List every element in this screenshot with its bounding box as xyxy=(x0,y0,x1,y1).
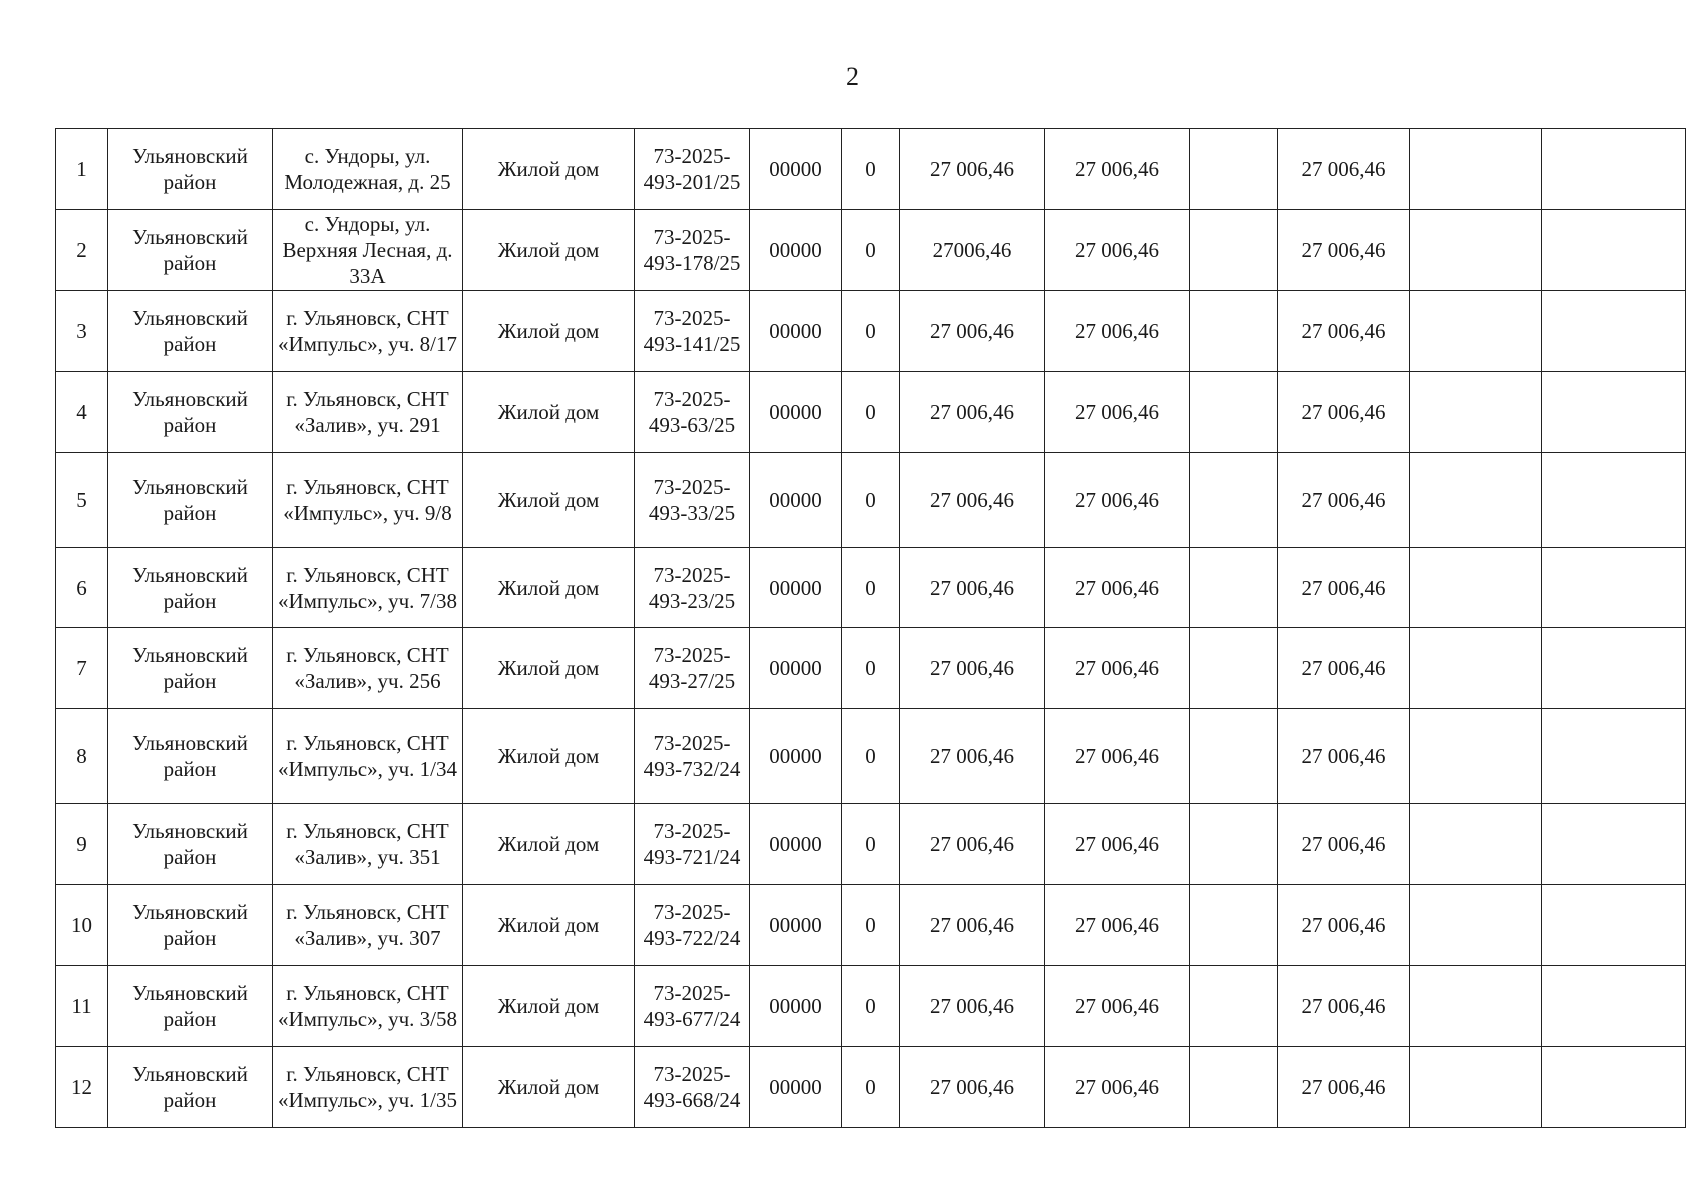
zero-cell: 0 xyxy=(842,209,900,290)
object-type-cell: Жилой дом xyxy=(463,129,635,210)
district-cell: Ульяновский район xyxy=(108,290,273,371)
address-cell: с. Ундоры, ул. Молодежная, д. 25 xyxy=(273,129,463,210)
row-number-cell: 11 xyxy=(56,966,108,1047)
empty-cell xyxy=(1410,885,1542,966)
amount-cell: 27 006,46 xyxy=(900,290,1045,371)
empty-cell xyxy=(1190,547,1278,628)
zero-cell: 0 xyxy=(842,885,900,966)
amount-cell: 27 006,46 xyxy=(1278,290,1410,371)
object-type-cell: Жилой дом xyxy=(463,371,635,452)
registry-number-cell: 73-2025-493-178/25 xyxy=(635,209,750,290)
table-row xyxy=(56,966,1686,1047)
registry-number-cell: 73-2025-493-23/25 xyxy=(635,547,750,628)
district-cell: Ульяновский район xyxy=(108,804,273,885)
empty-cell xyxy=(1542,209,1686,290)
page-number: 2 xyxy=(846,62,859,91)
empty-cell xyxy=(1410,709,1542,804)
amount-cell: 27 006,46 xyxy=(1278,885,1410,966)
object-type-cell: Жилой дом xyxy=(463,885,635,966)
registry-number-cell: 73-2025-493-677/24 xyxy=(635,966,750,1047)
amount-cell: 27 006,46 xyxy=(1278,1047,1410,1128)
district-cell: Ульяновский район xyxy=(108,371,273,452)
address-cell: г. Ульяновск, СНТ «Залив», уч. 307 xyxy=(273,885,463,966)
empty-cell xyxy=(1542,371,1686,452)
table-row xyxy=(56,452,1686,547)
empty-cell xyxy=(1410,628,1542,709)
amount-cell: 27 006,46 xyxy=(1278,371,1410,452)
registry-number-cell: 73-2025-493-27/25 xyxy=(635,628,750,709)
object-type-cell: Жилой дом xyxy=(463,709,635,804)
amount-cell: 27 006,46 xyxy=(1045,547,1190,628)
amount-cell: 27 006,46 xyxy=(1278,966,1410,1047)
amount-cell: 27 006,46 xyxy=(1045,804,1190,885)
row-number-cell: 10 xyxy=(56,885,108,966)
district-cell: Ульяновский район xyxy=(108,547,273,628)
amount-cell: 27 006,46 xyxy=(1278,452,1410,547)
code-cell: 00000 xyxy=(750,885,842,966)
district-cell: Ульяновский район xyxy=(108,966,273,1047)
amount-cell: 27 006,46 xyxy=(1278,628,1410,709)
registry-number-cell: 73-2025-493-732/24 xyxy=(635,709,750,804)
amount-cell: 27 006,46 xyxy=(900,547,1045,628)
empty-cell xyxy=(1190,1047,1278,1128)
empty-cell xyxy=(1190,371,1278,452)
row-number-cell: 9 xyxy=(56,804,108,885)
amount-cell: 27 006,46 xyxy=(1278,209,1410,290)
code-cell: 00000 xyxy=(750,804,842,885)
empty-cell xyxy=(1542,885,1686,966)
row-number-cell: 3 xyxy=(56,290,108,371)
table-row xyxy=(56,709,1686,804)
registry-number-cell: 73-2025-493-141/25 xyxy=(635,290,750,371)
district-cell: Ульяновский район xyxy=(108,628,273,709)
object-type-cell: Жилой дом xyxy=(463,290,635,371)
empty-cell xyxy=(1190,709,1278,804)
amount-cell: 27 006,46 xyxy=(900,885,1045,966)
amount-cell: 27 006,46 xyxy=(1045,1047,1190,1128)
address-cell: г. Ульяновск, СНТ «Залив», уч. 351 xyxy=(273,804,463,885)
zero-cell: 0 xyxy=(842,371,900,452)
code-cell: 00000 xyxy=(750,966,842,1047)
amount-cell: 27 006,46 xyxy=(900,1047,1045,1128)
code-cell: 00000 xyxy=(750,290,842,371)
empty-cell xyxy=(1542,1047,1686,1128)
empty-cell xyxy=(1542,129,1686,210)
empty-cell xyxy=(1190,966,1278,1047)
row-number-cell: 4 xyxy=(56,371,108,452)
address-cell: г. Ульяновск, СНТ «Импульс», уч. 3/58 xyxy=(273,966,463,1047)
table-row xyxy=(56,290,1686,371)
empty-cell xyxy=(1410,452,1542,547)
code-cell: 00000 xyxy=(750,1047,842,1128)
registry-number-cell: 73-2025-493-722/24 xyxy=(635,885,750,966)
amount-cell: 27 006,46 xyxy=(900,371,1045,452)
empty-cell xyxy=(1410,290,1542,371)
registry-number-cell: 73-2025-493-63/25 xyxy=(635,371,750,452)
amount-cell: 27 006,46 xyxy=(1045,129,1190,210)
object-type-cell: Жилой дом xyxy=(463,804,635,885)
empty-cell xyxy=(1410,547,1542,628)
empty-cell xyxy=(1542,966,1686,1047)
amount-cell: 27 006,46 xyxy=(1278,804,1410,885)
empty-cell xyxy=(1190,290,1278,371)
code-cell: 00000 xyxy=(750,371,842,452)
amount-cell: 27 006,46 xyxy=(900,129,1045,210)
table-row xyxy=(56,804,1686,885)
district-cell: Ульяновский район xyxy=(108,709,273,804)
empty-cell xyxy=(1542,628,1686,709)
district-cell: Ульяновский район xyxy=(108,129,273,210)
empty-cell xyxy=(1190,804,1278,885)
table-row xyxy=(56,1047,1686,1128)
amount-cell: 27006,46 xyxy=(900,209,1045,290)
zero-cell: 0 xyxy=(842,966,900,1047)
amount-cell: 27 006,46 xyxy=(1045,709,1190,804)
registry-number-cell: 73-2025-493-721/24 xyxy=(635,804,750,885)
amount-cell: 27 006,46 xyxy=(1045,290,1190,371)
amount-cell: 27 006,46 xyxy=(900,452,1045,547)
code-cell: 00000 xyxy=(750,452,842,547)
empty-cell xyxy=(1542,547,1686,628)
empty-cell xyxy=(1190,209,1278,290)
zero-cell: 0 xyxy=(842,804,900,885)
empty-cell xyxy=(1542,452,1686,547)
amount-cell: 27 006,46 xyxy=(900,804,1045,885)
address-cell: с. Ундоры, ул. Верхняя Лесная, д. 33А xyxy=(273,209,463,290)
table-row xyxy=(56,209,1686,290)
code-cell: 00000 xyxy=(750,209,842,290)
row-number-cell: 1 xyxy=(56,129,108,210)
empty-cell xyxy=(1190,885,1278,966)
amount-cell: 27 006,46 xyxy=(1045,885,1190,966)
zero-cell: 0 xyxy=(842,290,900,371)
zero-cell: 0 xyxy=(842,547,900,628)
district-cell: Ульяновский район xyxy=(108,209,273,290)
table-row xyxy=(56,129,1686,210)
empty-cell xyxy=(1410,129,1542,210)
registry-number-cell: 73-2025-493-201/25 xyxy=(635,129,750,210)
zero-cell: 0 xyxy=(842,1047,900,1128)
amount-cell: 27 006,46 xyxy=(900,966,1045,1047)
amount-cell: 27 006,46 xyxy=(1045,628,1190,709)
district-cell: Ульяновский район xyxy=(108,885,273,966)
empty-cell xyxy=(1410,209,1542,290)
amount-cell: 27 006,46 xyxy=(1278,547,1410,628)
row-number-cell: 6 xyxy=(56,547,108,628)
table-row xyxy=(56,371,1686,452)
amount-cell: 27 006,46 xyxy=(1045,966,1190,1047)
empty-cell xyxy=(1542,709,1686,804)
amount-cell: 27 006,46 xyxy=(900,709,1045,804)
empty-cell xyxy=(1410,371,1542,452)
code-cell: 00000 xyxy=(750,547,842,628)
zero-cell: 0 xyxy=(842,452,900,547)
amount-cell: 27 006,46 xyxy=(1045,452,1190,547)
empty-cell xyxy=(1410,966,1542,1047)
address-cell: г. Ульяновск, СНТ «Импульс», уч. 1/34 xyxy=(273,709,463,804)
empty-cell xyxy=(1542,804,1686,885)
zero-cell: 0 xyxy=(842,129,900,210)
empty-cell xyxy=(1542,290,1686,371)
empty-cell xyxy=(1190,129,1278,210)
zero-cell: 0 xyxy=(842,628,900,709)
amount-cell: 27 006,46 xyxy=(1278,709,1410,804)
code-cell: 00000 xyxy=(750,709,842,804)
address-cell: г. Ульяновск, СНТ «Импульс», уч. 8/17 xyxy=(273,290,463,371)
object-type-cell: Жилой дом xyxy=(463,452,635,547)
district-cell: Ульяновский район xyxy=(108,1047,273,1128)
amount-cell: 27 006,46 xyxy=(1045,209,1190,290)
code-cell: 00000 xyxy=(750,129,842,210)
row-number-cell: 8 xyxy=(56,709,108,804)
object-type-cell: Жилой дом xyxy=(463,1047,635,1128)
object-type-cell: Жилой дом xyxy=(463,547,635,628)
amount-cell: 27 006,46 xyxy=(1278,129,1410,210)
object-type-cell: Жилой дом xyxy=(463,966,635,1047)
registry-table xyxy=(55,128,1686,1128)
table-row xyxy=(56,628,1686,709)
address-cell: г. Ульяновск, СНТ «Залив», уч. 291 xyxy=(273,371,463,452)
row-number-cell: 12 xyxy=(56,1047,108,1128)
district-cell: Ульяновский район xyxy=(108,452,273,547)
empty-cell xyxy=(1410,1047,1542,1128)
address-cell: г. Ульяновск, СНТ «Импульс», уч. 7/38 xyxy=(273,547,463,628)
address-cell: г. Ульяновск, СНТ «Залив», уч. 256 xyxy=(273,628,463,709)
table-row xyxy=(56,885,1686,966)
empty-cell xyxy=(1190,628,1278,709)
registry-number-cell: 73-2025-493-33/25 xyxy=(635,452,750,547)
row-number-cell: 2 xyxy=(56,209,108,290)
object-type-cell: Жилой дом xyxy=(463,209,635,290)
address-cell: г. Ульяновск, СНТ «Импульс», уч. 1/35 xyxy=(273,1047,463,1128)
row-number-cell: 7 xyxy=(56,628,108,709)
code-cell: 00000 xyxy=(750,628,842,709)
object-type-cell: Жилой дом xyxy=(463,628,635,709)
zero-cell: 0 xyxy=(842,709,900,804)
table-row xyxy=(56,547,1686,628)
amount-cell: 27 006,46 xyxy=(1045,371,1190,452)
amount-cell: 27 006,46 xyxy=(900,628,1045,709)
registry-number-cell: 73-2025-493-668/24 xyxy=(635,1047,750,1128)
row-number-cell: 5 xyxy=(56,452,108,547)
table-body xyxy=(56,129,1686,1128)
empty-cell xyxy=(1190,452,1278,547)
empty-cell xyxy=(1410,804,1542,885)
address-cell: г. Ульяновск, СНТ «Импульс», уч. 9/8 xyxy=(273,452,463,547)
